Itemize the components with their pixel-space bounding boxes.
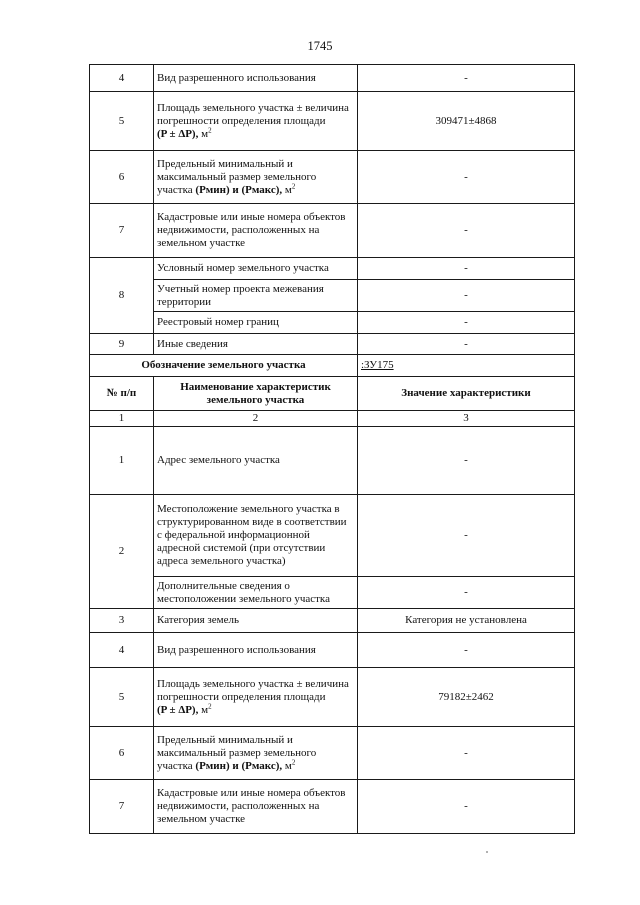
text-fragment: Категория земель: [157, 614, 239, 626]
characteristic-value: -: [358, 495, 575, 577]
table-row: [90, 280, 575, 312]
header-value: Значение характеристики: [358, 377, 575, 411]
superscript: 2: [208, 125, 212, 134]
bold-text: (Рмин) и (Рмакс),: [195, 183, 283, 196]
superscript: 2: [208, 701, 212, 710]
characteristic-name: [154, 633, 358, 668]
characteristic-value: -: [358, 151, 575, 204]
row-number: 2: [90, 495, 154, 609]
bold-text: (P ± ΔP),: [157, 127, 199, 140]
text-fragment: Площадь земельного участка ± величина погрешности определения площади: [157, 101, 349, 127]
text-fragment: м: [198, 703, 209, 716]
characteristic-name: Дополнительные сведения о местоположении земельного участка: [154, 577, 358, 609]
table-body: [90, 65, 575, 834]
characteristic-name: Реестровый номер границ: [154, 312, 358, 334]
designation-code: :ЗУ175: [361, 359, 394, 371]
designation-row: [90, 355, 575, 377]
header-name: Наименование характеристик земельного участка: [154, 377, 358, 411]
row-number: 7: [90, 204, 154, 258]
table-row: [90, 151, 575, 204]
characteristic-value: -: [358, 204, 575, 258]
table-row: [90, 609, 575, 633]
text-fragment: Предельный минимальный и максимальный размер земельного участка: [157, 157, 317, 196]
characteristic-name: [154, 609, 358, 633]
table-row: [90, 780, 575, 834]
text-fragment: Вид разрешенного использования: [157, 643, 316, 656]
table-row: [90, 65, 575, 92]
characteristic-name: Учетный номер проекта межевания территории: [154, 280, 358, 312]
characteristic-name: [154, 780, 358, 834]
characteristic-name: [154, 204, 358, 258]
designation-value: [358, 355, 575, 377]
characteristic-name: Иные сведения: [154, 334, 358, 355]
text-fragment: Предельный минимальный и максимальный размер земельного участка: [157, 733, 317, 772]
text-fragment: Кадастровые или иные номера объектов недвижимости, расположенных на земельном участке: [157, 787, 346, 825]
characteristic-value: -: [358, 427, 575, 495]
characteristic-name: Условный номер земельного участка: [154, 258, 358, 280]
row-number: 5: [90, 92, 154, 151]
row-number: 4: [90, 633, 154, 668]
characteristic-name: [154, 92, 358, 151]
table-row: [90, 633, 575, 668]
text-fragment: Кадастровые или иные номера объектов недвижимости, расположенных на земельном участке: [157, 211, 346, 249]
table-row: [90, 92, 575, 151]
characteristic-value: -: [358, 65, 575, 92]
row-number: 9: [90, 334, 154, 355]
characteristic-value: Категория не установлена: [358, 609, 575, 633]
characteristic-value: -: [358, 312, 575, 334]
characteristic-name: [154, 668, 358, 727]
table-row: [90, 727, 575, 780]
row-number: 8: [90, 258, 154, 334]
column-number: 1: [90, 411, 154, 427]
table-row: [90, 668, 575, 727]
table-row: [90, 204, 575, 258]
row-number: 6: [90, 151, 154, 204]
superscript: 2: [291, 181, 296, 190]
text-fragment: Вид разрешенного использования: [157, 71, 316, 84]
characteristic-value: -: [358, 780, 575, 834]
column-number-row: [90, 411, 575, 427]
superscript: 2: [291, 757, 296, 766]
row-number: 3: [90, 609, 154, 633]
characteristic-value: -: [358, 280, 575, 312]
row-number: 6: [90, 727, 154, 780]
header-number: № п/п: [90, 377, 154, 411]
characteristic-name: Местоположение земельного участка в структурированном виде в соответствии с федеральной информационной адресной системой (при отсутствии адреса земельного участка): [154, 495, 358, 577]
characteristic-value: -: [358, 577, 575, 609]
characteristic-name: [154, 65, 358, 92]
table-row: [90, 258, 575, 280]
characteristic-value: 79182±2462: [358, 668, 575, 727]
text-fragment: м: [282, 759, 292, 772]
row-number: 4: [90, 65, 154, 92]
characteristic-value: -: [358, 258, 575, 280]
page-number: 1745: [307, 39, 333, 53]
characteristic-value: -: [358, 727, 575, 780]
row-number: 5: [90, 668, 154, 727]
text-fragment: м: [198, 127, 209, 140]
characteristic-value: 309471±4868: [358, 92, 575, 151]
column-number: 2: [154, 411, 358, 427]
text-fragment: м: [282, 183, 292, 196]
land-plot-table: [89, 64, 575, 834]
characteristic-name: Адрес земельного участка: [154, 427, 358, 495]
characteristic-name: [154, 727, 358, 780]
characteristic-value: -: [358, 334, 575, 355]
characteristic-value: -: [358, 633, 575, 668]
table-row: [90, 427, 575, 495]
column-number: 3: [358, 411, 575, 427]
table-row: [90, 312, 575, 334]
bold-text: (Рмин) и (Рмакс),: [195, 759, 283, 772]
table-row: [90, 334, 575, 355]
characteristic-name: [154, 151, 358, 204]
row-number: 7: [90, 780, 154, 834]
text-fragment: Площадь земельного участка ± величина погрешности определения площади: [157, 677, 349, 703]
scan-speck: [486, 851, 488, 853]
table-row: [90, 577, 575, 609]
header-row: [90, 377, 575, 411]
row-number: 1: [90, 427, 154, 495]
table-row: [90, 495, 575, 577]
bold-text: (P ± ΔP),: [157, 703, 199, 716]
designation-label: Обозначение земельного участка: [90, 355, 358, 377]
